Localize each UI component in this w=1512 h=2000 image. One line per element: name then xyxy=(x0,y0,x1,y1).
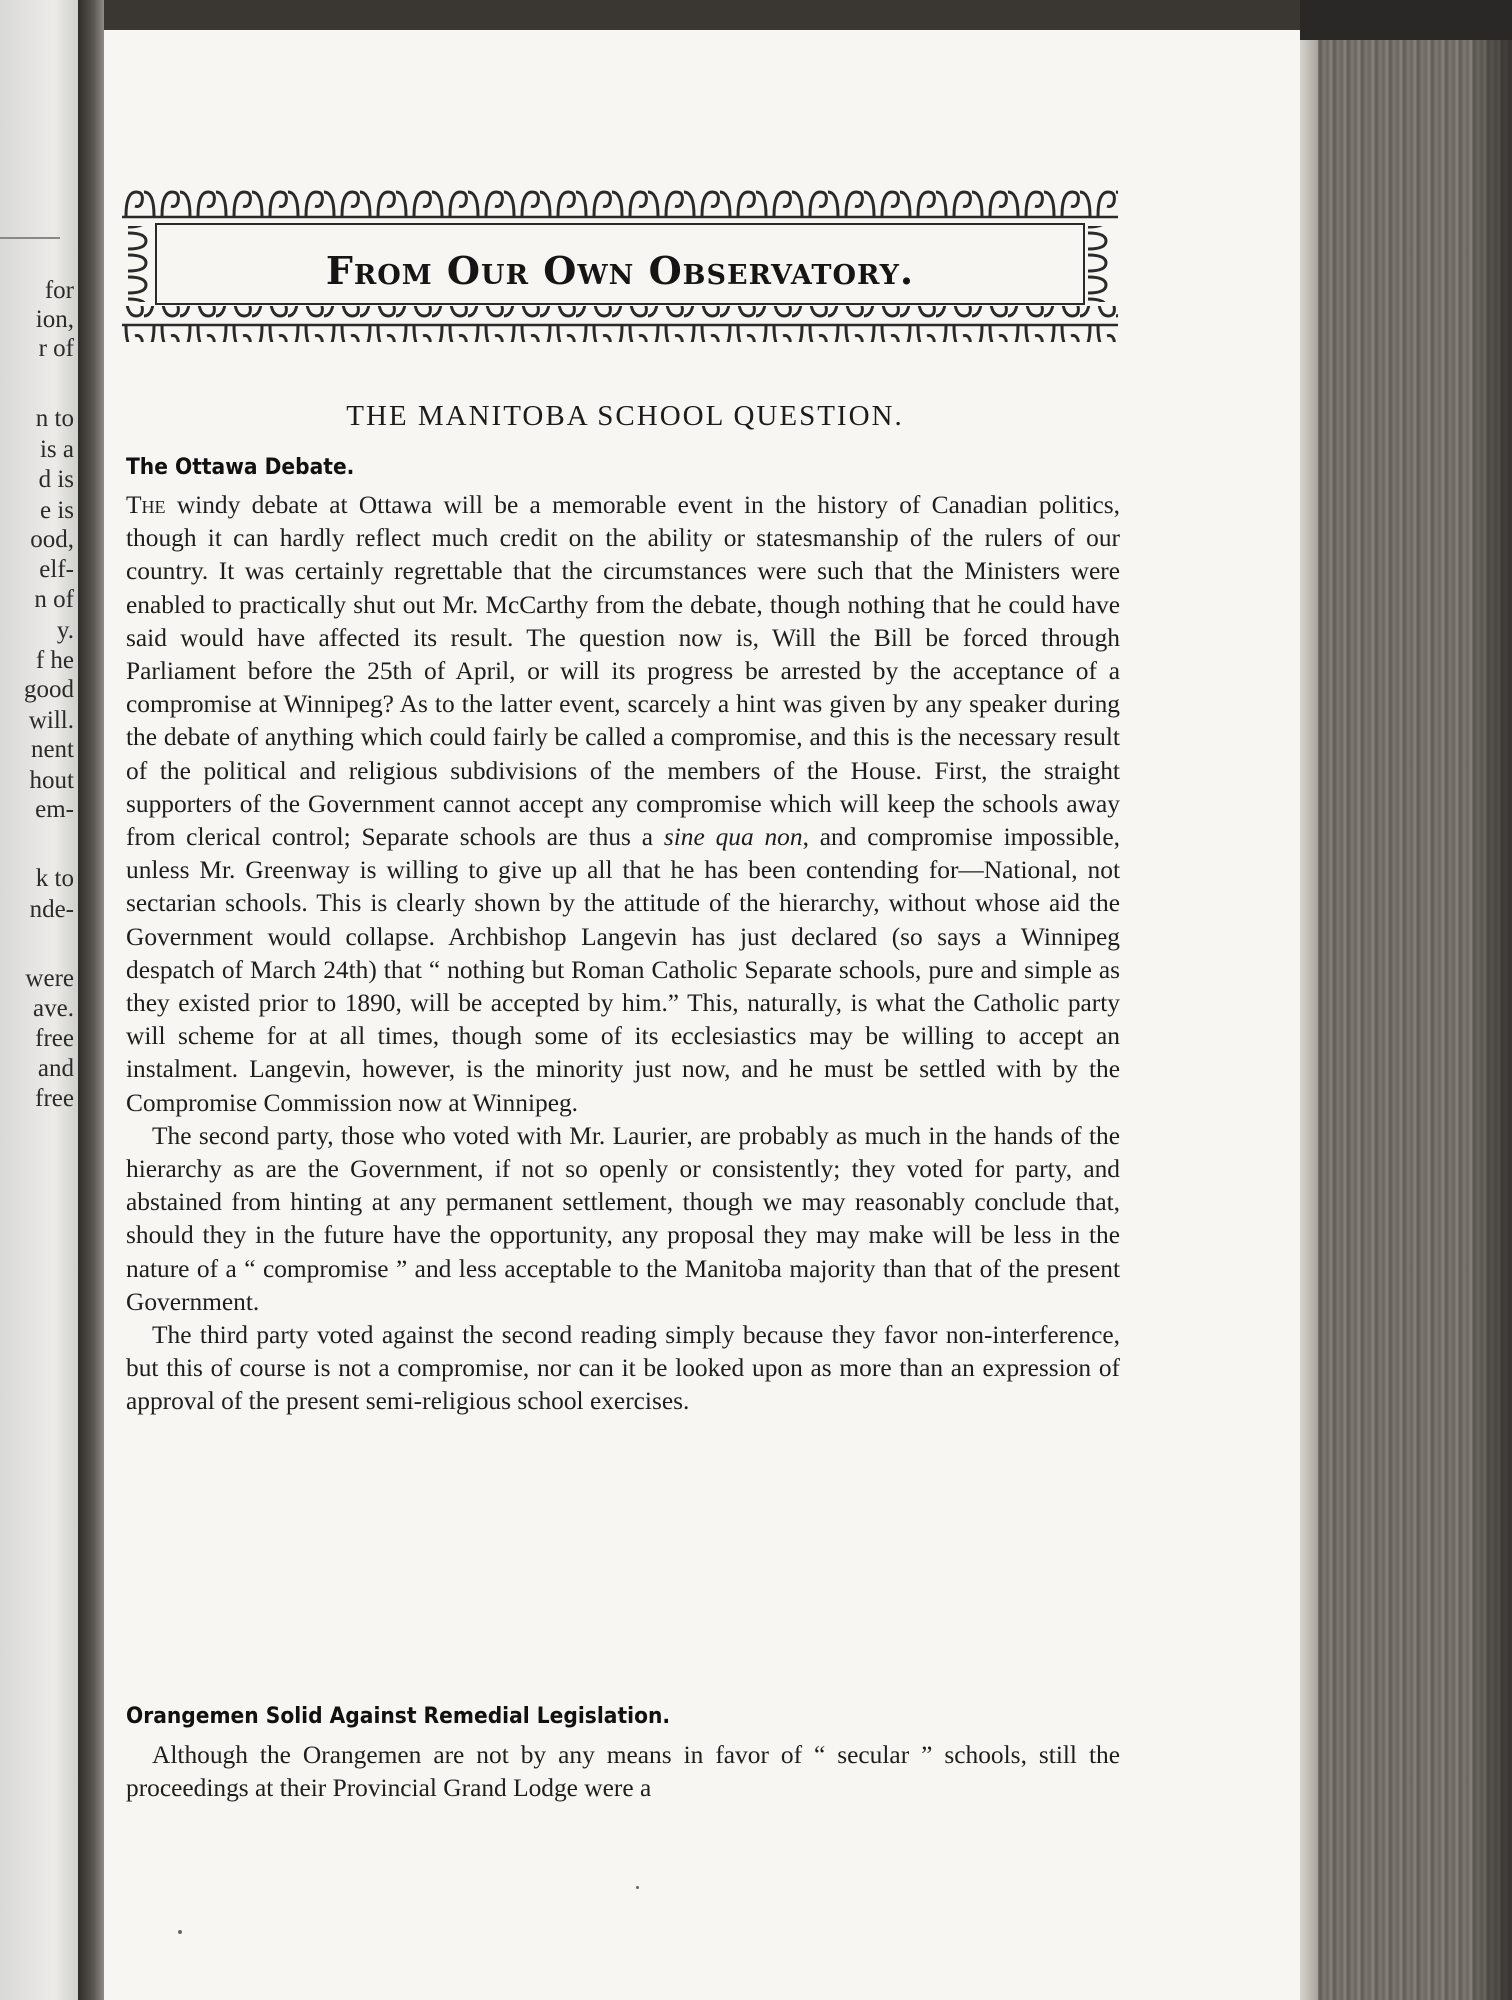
paragraph-4: Although the Orangemen are not by any means in favor of “ secular ” schools, still the proceedings at their Provincial Grand Lodge were a xyxy=(126,1741,1120,1803)
left-page-text-fragment: will. xyxy=(28,707,74,734)
lead-word: The xyxy=(126,491,166,519)
left-page-text-fragment: f he xyxy=(35,647,74,674)
left-page-text-fragment: and xyxy=(37,1055,74,1082)
paragraph-3: The third party voted against the second reading simply because they favor non-interference, but this of course is not a compromise, nor can it be looked upon as more than an expression of approval of the present semi-religious school exercises. xyxy=(126,1321,1120,1416)
paragraph-1-text-b: , and compromise impossible, unless Mr. Greenway is willing to give up all that he has been contending for—National, not sectarian schools. This is clearly shown by the attitude of the hierarchy, without whose aid the Government would collapse. Archbishop Langevin has just declared (so says a Winnipeg despatch of March 24th) that “ nothing but Roman Catholic Separate schools, pure and simple as they existed prior to 1890, will be accepted by him.” This, naturally, is what the Catholic party will scheme for at all times, though some of its ecclesiastics may be willing to accept an instalment. Langevin, however, is the minority just now, and he must be settled with by the Compromise Commission now at Winnipeg. xyxy=(126,823,1120,1117)
book-gutter xyxy=(78,0,104,2000)
left-page-text-fragment: nent xyxy=(30,736,74,763)
left-page-text-fragment: ood, xyxy=(30,526,74,553)
left-page-text-fragment: were xyxy=(25,965,74,992)
left-page-text-fragment: is a xyxy=(39,436,74,463)
left-page-text-fragment: em- xyxy=(35,796,74,823)
header-ornament-frame xyxy=(122,186,1118,342)
page-speck xyxy=(636,1886,639,1889)
section-heading-ottawa-debate: The Ottawa Debate. xyxy=(126,455,355,480)
left-page-text-fragment: e is xyxy=(39,497,74,524)
article-body-orangemen xyxy=(126,1739,1120,1805)
latin-phrase: sine qua non xyxy=(663,823,803,852)
paragraph-1 xyxy=(126,489,1120,1120)
page-speck xyxy=(178,1930,182,1934)
paragraph-2: The second party, those who voted with Mr. Laurier, are probably as much in the hands of the hierarchy as are the Government, if not so openly or consistently; they voted for party, and abstained from hinting at any permanent settlement, though we may reasonably conclude that, should they in the future have the opportunity, any proposal they may make will be less in the nature of a “ compromise ” and less acceptable to the Manitoba majority than that of the present Government. xyxy=(126,1121,1120,1316)
book-page-edges xyxy=(1300,40,1512,2000)
left-page-text-fragment: d is xyxy=(38,466,74,493)
left-page-text-fragment: free xyxy=(35,1085,74,1112)
left-page-text-fragment: y. xyxy=(56,617,74,644)
left-page-text-fragment: n of xyxy=(34,586,74,613)
left-page-text-fragment: r of xyxy=(38,335,74,362)
left-page-text-fragment: nde- xyxy=(29,896,74,923)
left-facing-page xyxy=(0,0,78,2000)
section-heading-orangemen: Orangemen Solid Against Remedial Legislation. xyxy=(126,1704,671,1729)
left-page-text-fragment: good xyxy=(24,676,74,703)
left-page-text-fragment: ion, xyxy=(35,306,74,333)
left-page-text-fragment: for xyxy=(44,277,74,304)
section-masthead-title: From Our Own Observatory. xyxy=(325,248,915,293)
left-page-text-fragment: ave. xyxy=(33,995,74,1022)
article-title: THE MANITOBA SCHOOL QUESTION. xyxy=(346,400,904,432)
left-page-text-fragment: hout xyxy=(29,767,74,794)
left-page-text-fragment: elf- xyxy=(39,556,74,583)
left-page-text-fragment: n to xyxy=(35,405,74,432)
paragraph-1-text-a: windy debate at Ottawa will be a memorable event in the history of Canadian politics, though it can hardly reflect much credit on the ability or statesmanship of the rulers of our country. It was certainly regrettable that the circumstances were such that the Ministers were enabled to practically shut out Mr. McCarthy from the debate, though nothing that he could have said would have affected its result. The question now is, Will the Bill be forced through Parliament before the 25th of April, or will its progress be arrested by the acceptance of a compromise at Winnipeg? As to the latter event, scarcely a hint was given by any speaker during the debate of anything which could fairly be called a compromise, and this is the necessary result of the political and religious subdivisions of the members of the House. First, the straight supporters of the Government cannot accept any compromise which will keep the schools away from clerical control; Separate schools are thus a xyxy=(126,491,1120,852)
left-page-text-fragment: free xyxy=(35,1025,74,1052)
article-body-ottawa-debate xyxy=(126,489,1120,1419)
left-page-rule xyxy=(0,237,60,239)
left-page-text-fragment: k to xyxy=(35,865,74,892)
book-top-shadow xyxy=(1300,0,1512,40)
